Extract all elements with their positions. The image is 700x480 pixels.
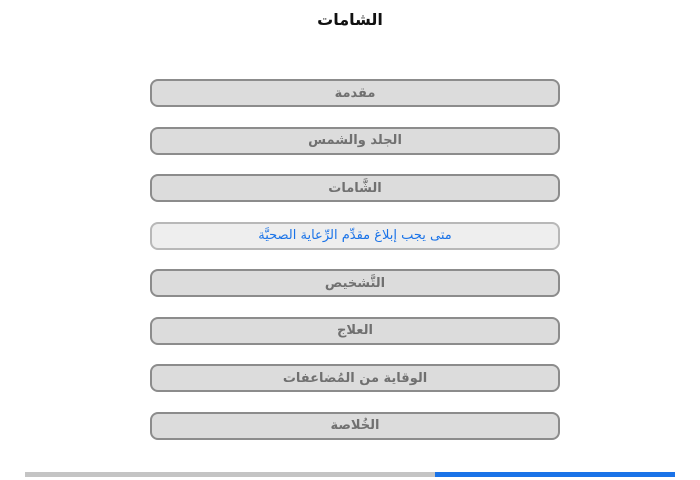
menu-item-moles[interactable]: الشَّامات [150, 174, 560, 202]
menu-item-skin-and-sun[interactable]: الجلد والشمس [150, 127, 560, 155]
progress-bar-fill [435, 472, 676, 477]
page-title: الشامات [317, 10, 383, 29]
menu-item-diagnosis[interactable]: التَّشخيص [150, 269, 560, 297]
chapter-menu [150, 79, 560, 459]
menu-item-treatment[interactable]: العلاج [150, 317, 560, 345]
menu-item-prevention[interactable]: الوقاية من المُضاعفات [150, 364, 560, 392]
menu-item-summary[interactable]: الخُلاصة [150, 412, 560, 440]
progress-bar [25, 472, 675, 477]
menu-item-introduction[interactable]: مقدمة [150, 79, 560, 107]
menu-item-when-to-notify-provider[interactable]: متى يجب إبلاغ مقدِّم الرِّعاية الصحيَّة [150, 222, 560, 250]
